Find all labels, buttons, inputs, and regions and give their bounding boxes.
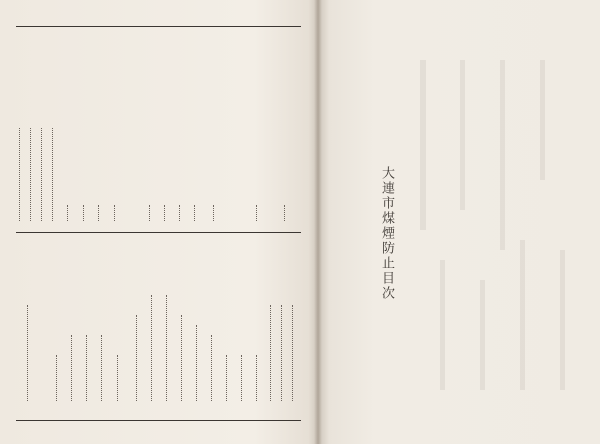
toc-entry (95, 240, 106, 330)
page-number (47, 221, 57, 231)
toc-entry (158, 62, 169, 202)
toc-subentry (47, 62, 56, 122)
toc-entry (78, 62, 89, 162)
page-number (62, 221, 72, 231)
dot-leader (256, 355, 258, 401)
page-number (189, 221, 199, 231)
page-number (81, 402, 91, 412)
dot-leader (281, 305, 283, 401)
dot-leader (56, 355, 58, 401)
toc-subentry (287, 240, 296, 300)
toc-entry (50, 240, 61, 350)
toc-entry (145, 240, 156, 290)
page-number (78, 221, 88, 231)
toc-middle-rule (16, 232, 301, 233)
dot-leader (213, 205, 215, 221)
page-number (221, 402, 231, 412)
toc-entry (80, 240, 91, 330)
dot-leader (86, 335, 88, 401)
dot-leader (292, 305, 294, 401)
right-page (318, 0, 600, 444)
dot-leader (27, 305, 29, 401)
dot-leader (52, 128, 54, 221)
toc-subentry (176, 240, 185, 310)
show-through (480, 280, 485, 390)
toc-subentry (14, 62, 23, 122)
page-number (144, 221, 154, 231)
show-through (460, 60, 465, 210)
page-number (93, 221, 103, 231)
dot-leader (164, 205, 166, 221)
dot-leader (117, 355, 119, 401)
toc-entry (130, 240, 141, 310)
show-through (520, 240, 525, 390)
show-through (420, 60, 426, 230)
page-number (146, 402, 156, 412)
page-number (191, 402, 201, 412)
dot-leader (194, 205, 196, 221)
contents-title: 大連市煤煙防止目次 (379, 166, 394, 301)
dot-leader (284, 205, 286, 221)
toc-heading (284, 32, 298, 92)
toc-entry (143, 62, 154, 202)
page-number (251, 221, 261, 231)
dot-leader (114, 205, 116, 221)
dot-leader (30, 128, 32, 221)
toc-bottom-rule (16, 420, 301, 421)
dot-leader (67, 205, 69, 221)
toc-heading (20, 240, 34, 300)
page-number (131, 402, 141, 412)
page-number (66, 402, 76, 412)
toc-entry (160, 240, 171, 290)
show-through (540, 60, 545, 180)
page-number (22, 402, 32, 412)
show-through (500, 60, 505, 250)
dot-leader (149, 205, 151, 221)
page-number (279, 221, 289, 231)
dot-leader (179, 205, 181, 221)
dot-leader (211, 335, 213, 401)
page-number (208, 221, 218, 231)
dot-leader (19, 128, 21, 221)
dot-leader (136, 315, 138, 401)
page-number (276, 402, 286, 412)
toc-subentry (276, 240, 285, 300)
show-through (440, 260, 445, 390)
dot-leader (83, 205, 85, 221)
dot-leader (98, 205, 100, 221)
toc-heading (206, 62, 220, 102)
show-through (560, 250, 565, 390)
toc-entry (250, 240, 261, 350)
toc-heading (108, 62, 122, 222)
page-number (159, 221, 169, 231)
page-number (96, 402, 106, 412)
toc-heading (250, 32, 264, 92)
page-number (287, 402, 297, 412)
dot-leader (196, 325, 198, 401)
dot-leader (41, 128, 43, 221)
toc-subentry (265, 240, 274, 300)
toc-entry (190, 240, 201, 320)
page-number (36, 221, 46, 231)
toc-top-rule (16, 26, 301, 27)
toc-subentry (270, 32, 279, 217)
dot-leader (241, 355, 243, 401)
toc-subentry (129, 62, 138, 122)
page-number (14, 221, 24, 231)
toc-entry (188, 62, 199, 202)
book-gutter (314, 0, 322, 444)
dot-leader (270, 305, 272, 401)
toc-entry (62, 62, 73, 202)
dot-leader (151, 295, 153, 401)
toc-entry (220, 240, 231, 350)
page-number (174, 221, 184, 231)
page-number (161, 402, 171, 412)
toc-entry (65, 240, 76, 330)
toc-subentry (36, 62, 45, 122)
toc-entry (173, 62, 184, 202)
dot-leader (226, 355, 228, 401)
page-number (112, 402, 122, 412)
page-number (236, 402, 246, 412)
dot-leader (166, 295, 168, 401)
dot-leader (71, 335, 73, 401)
toc-heading (92, 62, 106, 172)
page-number (265, 402, 275, 412)
page-number (206, 402, 216, 412)
toc-heading (110, 240, 124, 350)
dot-leader (256, 205, 258, 221)
page-number (176, 402, 186, 412)
page-number (251, 402, 261, 412)
toc-entry (235, 240, 246, 350)
toc-subentry (25, 62, 34, 122)
page-number (25, 221, 35, 231)
page-number (109, 221, 119, 231)
dot-leader (181, 315, 183, 401)
dot-leader (101, 335, 103, 401)
page-number (51, 402, 61, 412)
toc-entry (205, 240, 216, 330)
